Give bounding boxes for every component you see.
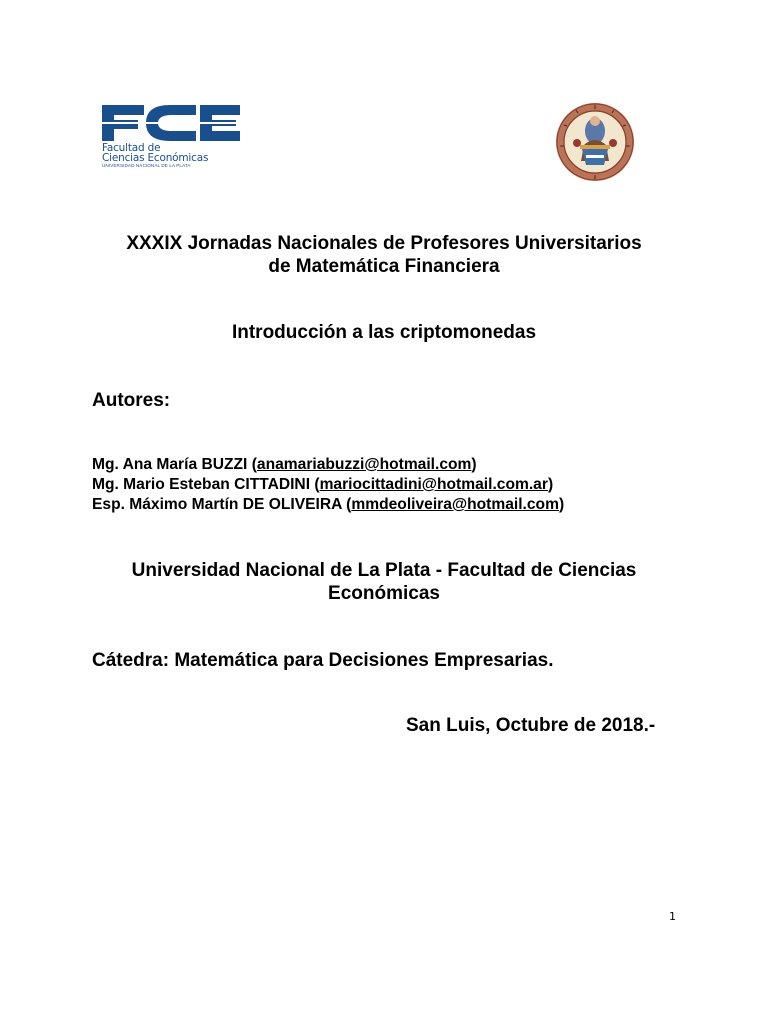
university-line-1: Universidad Nacional de La Plata - Facultad de Ciencias xyxy=(131,560,637,581)
title-line-2: de Matemática Financiera xyxy=(268,256,500,277)
authors-list xyxy=(92,455,564,515)
author-name: Mg. Ana María BUZZI xyxy=(92,456,248,473)
unlp-seal-icon xyxy=(554,101,636,183)
author-row: Mg. Mario Esteban CITTADINI (mariocittadini@hotmail.com.ar) xyxy=(92,476,554,493)
fce-logo-line3: UNIVERSIDAD NACIONAL DE LA PLATA xyxy=(102,163,191,168)
fce-logo-line1: Facultad de xyxy=(102,142,161,154)
university-line-2: Económicas xyxy=(328,583,440,604)
university-affiliation xyxy=(0,559,768,605)
title-line-1: XXXIX Jornadas Nacionales de Profesores Universitarios xyxy=(126,233,642,254)
authors-heading: Autores: xyxy=(92,390,171,411)
author-email-link[interactable]: anamariabuzzi@hotmail.com xyxy=(256,456,472,473)
catedra-line: Cátedra: Matemática para Decisiones Empresarias. xyxy=(92,650,554,671)
fce-wordmark-icon xyxy=(100,103,242,143)
author-row: Mg. Ana María BUZZI (anamariabuzzi@hotmail.com) xyxy=(92,456,477,473)
author-row: Esp. Máximo Martín DE OLIVEIRA (mmdeoliveira@hotmail.com) xyxy=(92,496,565,513)
fce-logo xyxy=(100,103,245,169)
page-number: 1 xyxy=(669,910,676,923)
fce-logo-line2: Ciencias Económicas xyxy=(102,152,209,164)
author-email-link[interactable]: mariocittadini@hotmail.com.ar xyxy=(319,476,548,493)
place-date: San Luis, Octubre de 2018.- xyxy=(406,715,656,736)
document-subtitle: Introducción a las criptomonedas xyxy=(231,322,537,343)
author-email-link[interactable]: mmdeoliveira@hotmail.com xyxy=(351,496,559,513)
document-title xyxy=(0,232,768,278)
author-name: Esp. Máximo Martín DE OLIVEIRA xyxy=(92,496,342,513)
author-name: Mg. Mario Esteban CITTADINI xyxy=(92,476,311,493)
